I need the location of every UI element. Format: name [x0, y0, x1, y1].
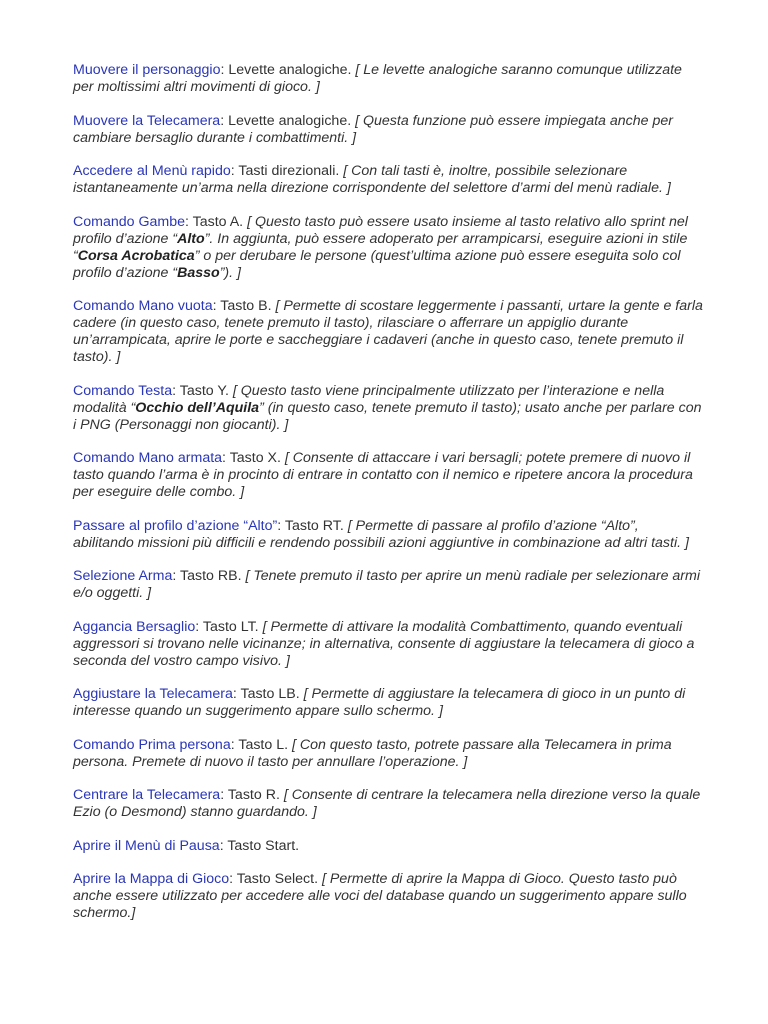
- control-command: Muovere la Telecamera: [73, 112, 221, 129]
- control-key: Tasto RB.: [180, 568, 242, 584]
- control-entry: Comando Mano armata: Tasto X. [ Consente di attaccare i vari bersagli; potete premere di nuovo il tasto quando l’arma è in procinto di entrare in contatto con il nemico e ripetere ancora la procedura per eseguire delle combo. ]: [73, 450, 693, 500]
- control-key: Tasto LT.: [202, 618, 259, 635]
- control-command: Comando Mano armata: [73, 450, 223, 466]
- control-key: Levette analogiche.: [228, 62, 352, 78]
- control-entry: Passare al profilo d’azione “Alto”: Tasto RT. [ Permette di passare al profilo d’azione “Alto”, abilitando missioni più difficili e rendendo possibili azioni aggiuntive in combinazione ad altri tasti. ]: [73, 517, 689, 551]
- note-text: [ Permette di aprire la Mappa di Gioco. Questo tasto può anche essere utilizzato per accedere alle voci del database quando un suggerimento appare sullo schermo.]: [73, 871, 687, 921]
- control-key: Tasto Start.: [227, 837, 300, 854]
- control-key: Tasto X.: [229, 450, 281, 466]
- control-entry: Aggancia Bersaglio: Tasto LT. [ Permette di attivare la modalità Combattimento, quando eventuali aggressori si trovano nelle vicinanze; in alternativa, consente di aggiustare la telecamera di gioco a seconda del vostro campo visivo. ]: [73, 618, 695, 669]
- control-key: Tasto LB.: [240, 686, 300, 702]
- control-key: Tasto Select.: [236, 871, 319, 887]
- control-command: Aprire la Mappa di Gioco: [73, 871, 230, 887]
- control-command: Aggiustare la Telecamera: [73, 686, 233, 702]
- control-command: Centrare la Telecamera: [73, 787, 221, 803]
- note-text: [ Permette di attivare la modalità Combattimento, quando eventuali aggressori si trovano nelle vicinanze; in alternativa, consente di aggiustare la telecamera di gioco a seconda del vostro campo visivo. ]: [73, 618, 695, 669]
- control-entry: Muovere la Telecamera: Levette analogiche. [ Questa funzione può essere impiegata anche per cambiare bersaglio durante i combattimenti. ]: [73, 112, 673, 146]
- control-entry: Centrare la Telecamera: Tasto R. [ Consente di centrare la telecamera nella direzione verso la quale Ezio (o Desmond) stanno guardando. ]: [73, 787, 701, 820]
- control-command: Aggancia Bersaglio: [73, 618, 196, 635]
- note-text: ”. In aggiunta, può essere adoperato per arrampicarsi, eseguire azioni in stile “: [73, 230, 688, 264]
- control-command: Muovere il personaggio: [73, 62, 221, 78]
- note-text: [ Questo tasto viene principalmente utilizzato per l’interazione e nella modalità “: [73, 382, 665, 416]
- note-text: [ Questa funzione può essere impiegata anche per cambiare bersaglio durante i combattimenti. ]: [73, 112, 673, 146]
- control-key: Tasto L.: [238, 736, 289, 753]
- control-command: Aprire il Menù di Pausa: [73, 837, 220, 854]
- control-command: Comando Gambe: [73, 213, 185, 230]
- controls-document: [73, 62, 703, 939]
- note-text: ” o per derubare le persone (quest’ultima azione può essere eseguita solo col profilo d’azione “: [73, 247, 681, 281]
- note-text: [ Questo tasto può essere usato insieme al tasto relativo allo sprint nel profilo d’azione “: [73, 213, 688, 247]
- note-text: [ Permette di scostare leggermente i passanti, urtare la gente e farla cadere (in questo caso, tenete premuto il tasto), rilasciare o afferrare un appiglio durante un’arrampicata, aprire le porte e saccheggiare i cadaveri (anche in questo caso, tenete premuto il tasto). ]: [73, 298, 703, 365]
- note-emphasis: Corsa Acrobatica: [77, 247, 195, 264]
- note-text: [ Consente di centrare la telecamera nella direzione verso la quale Ezio (o Desmond) stanno guardando. ]: [73, 787, 701, 820]
- control-entry: Muovere il personaggio: Levette analogiche. [ Le levette analogiche saranno comunque utilizzate per moltissimi altri movimenti di gioco. ]: [73, 62, 682, 95]
- control-entry: Comando Prima persona: Tasto L. [ Con questo tasto, potrete passare alla Telecamera in prima persona. Premete di nuovo il tasto per annullare l’operazione. ]: [73, 736, 672, 770]
- control-key: Tasto RT.: [284, 517, 344, 534]
- control-command: Accedere al Menù rapido: [73, 163, 231, 179]
- control-command: Comando Mano vuota: [73, 298, 213, 314]
- control-command: Comando Testa: [73, 382, 173, 399]
- control-key: Tasto Y.: [179, 382, 229, 399]
- control-key: Tasto A.: [192, 213, 244, 230]
- control-key: Tasti direzionali.: [238, 163, 340, 179]
- control-entry: Comando Gambe: Tasto A. [ Questo tasto può essere usato insieme al tasto relativo allo sprint nel profilo d’azione “Alto”. In aggiunta, può essere adoperato per arrampicarsi, eseguire azioni in stile “Corsa Acrobatica” o per derubare le persone (quest’ultima azione può essere eseguita solo col profilo d’azione “Basso”). ]: [73, 213, 688, 281]
- control-entry: Comando Testa: Tasto Y. [ Questo tasto viene principalmente utilizzato per l’interazione e nella modalità “Occhio dell’Aquila” (in questo caso, tenete premuto il tasto); usato anche per parlare con i PNG (Personaggi non giocanti). ]: [73, 382, 702, 433]
- note-text: [ Tenete premuto il tasto per aprire un menù radiale per selezionare armi e/o oggetti. ]: [73, 568, 700, 601]
- note-text: ” (in questo caso, tenete premuto il tasto); usato anche per parlare con i PNG (Personaggi non giocanti). ]: [73, 399, 702, 433]
- note-text: [ Le levette analogiche saranno comunque utilizzate per moltissimi altri movimenti di gioco. ]: [73, 62, 682, 95]
- note-text: [ Con questo tasto, potrete passare alla Telecamera in prima persona. Premete di nuovo il tasto per annullare l’operazione. ]: [73, 736, 672, 770]
- control-key: Tasto R.: [227, 787, 280, 803]
- note-emphasis: Occhio dell’Aquila: [135, 399, 260, 416]
- control-entry: Aggiustare la Telecamera: Tasto LB. [ Permette di aggiustare la telecamera di gioco in un punto di interesse quando un suggerimento appare sullo schermo. ]: [73, 686, 686, 719]
- control-command: Selezione Arma: [73, 568, 173, 584]
- note-text: ”). ]: [219, 264, 241, 281]
- control-entry: Aprire il Menù di Pausa: Tasto Start.: [73, 837, 300, 854]
- control-key: Tasto B.: [220, 298, 272, 314]
- control-entry: Comando Mano vuota: Tasto B. [ Permette di scostare leggermente i passanti, urtare la gente e farla cadere (in questo caso, tenete premuto il tasto), rilasciare o afferrare un appiglio durante un’arrampicata, aprire le porte e saccheggiare i cadaveri (anche in questo caso, tenete premuto il tasto). ]: [73, 298, 703, 365]
- control-entry: Selezione Arma: Tasto RB. [ Tenete premuto il tasto per aprire un menù radiale per selezionare armi e/o oggetti. ]: [73, 568, 700, 601]
- control-entry: Aprire la Mappa di Gioco: Tasto Select. [ Permette di aprire la Mappa di Gioco. Questo tasto può anche essere utilizzato per accedere alle voci del database quando un suggerimento appare sullo schermo.]: [73, 871, 687, 921]
- control-key: Levette analogiche.: [228, 112, 352, 129]
- note-emphasis: Alto: [177, 230, 205, 247]
- note-text: [ Permette di passare al profilo d’azione “Alto”, abilitando missioni più difficili e rendendo possibili azioni aggiuntive in combinazione ad altri tasti. ]: [73, 517, 689, 551]
- note-emphasis: Basso: [177, 264, 220, 281]
- control-command: Comando Prima persona: [73, 736, 231, 753]
- control-entry: Accedere al Menù rapido: Tasti direzionali. [ Con tali tasti è, inoltre, possibile selezionare istantaneamente un’arma nella direzione corrispondente del selettore d’armi del menù radiale. ]: [73, 163, 671, 196]
- note-text: [ Consente di attaccare i vari bersagli; potete premere di nuovo il tasto quando l’arma è in procinto di entrare in contatto con il nemico e ripetere ancora la procedura per eseguire delle combo. ]: [73, 450, 693, 500]
- control-command: Passare al profilo d’azione “Alto”: [73, 517, 278, 534]
- note-text: [ Permette di aggiustare la telecamera di gioco in un punto di interesse quando un suggerimento appare sullo schermo. ]: [73, 686, 686, 719]
- note-text: [ Con tali tasti è, inoltre, possibile selezionare istantaneamente un’arma nella direzione corrispondente del selettore d’armi del menù radiale. ]: [73, 163, 671, 196]
